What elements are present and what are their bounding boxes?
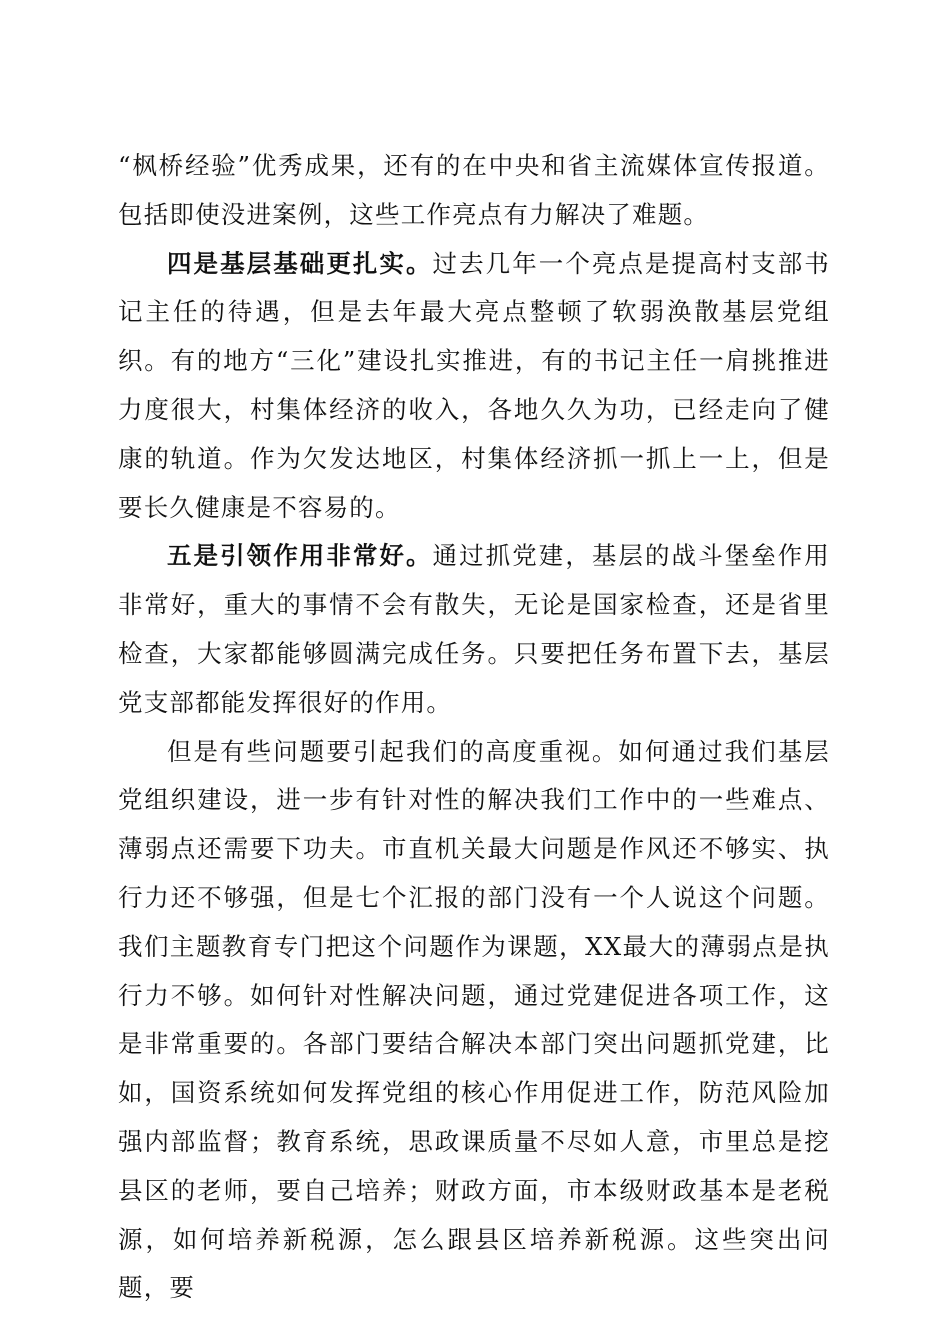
paragraph-3 bbox=[118, 532, 830, 727]
paragraph-3-lead: 五是引领作用非常好。 bbox=[167, 541, 433, 571]
paragraph-3-text: 通过抓党建，基层的战斗堡垒作用非常好，重大的事情不会有散失，无论是国家检查，还是省里检查，大家都能够圆满完成任务。只要把任务布置下去，基层党支部都能发挥很好的作用。 bbox=[118, 541, 831, 717]
paragraph-1-text: “枫桥经验”优秀成果，还有的在中央和省主流媒体宣传报道。包括即使没进案例，这些工作亮点有力解决了难题。 bbox=[118, 151, 830, 229]
paragraph-1 bbox=[118, 142, 830, 240]
paragraph-4 bbox=[118, 728, 830, 1314]
paragraph-4-text: 但是有些问题要引起我们的高度重视。如何通过我们基层党组织建设，进一步有针对性的解决我们工作中的一些难点、薄弱点还需要下功夫。市直机关最大问题是作风还不够实、执行力还不够强，但是七个汇报的部门没有一个人说这个问题。我们主题教育专门把这个问题作为课题，XX最大的薄弱点是执行力不够。如何针对性解决问题，通过党建促进各项工作，这是非常重要的。各部门要结合解决本部门突出问题抓党建，比如，国资系统如何发挥党组的核心作用促进工作，防范风险加强内部监督；教育系统，思政课质量不尽如人意，市里总是挖县区的老师，要自己培养；财政方面，市本级财政基本是老税源，如何培养新税源，怎么跟县区培养新税源。这些突出问题，要 bbox=[118, 736, 830, 1303]
paragraph-2-lead: 四是基层基础更扎实。 bbox=[167, 248, 433, 278]
document-body bbox=[118, 142, 830, 1313]
paragraph-2-text: 过去几年一个亮点是提高村支部书记主任的待遇，但是去年最大亮点整顿了软弱涣散基层党组织。有的地方“三化”建设扎实推进，有的书记主任一肩挑推进力度很大，村集体经济的收入，各地久久为功，已经走向了健康的轨道。作为欠发达地区，村集体经济抓一抓上一上，但是要长久健康是不容易的。 bbox=[118, 248, 831, 522]
paragraph-2 bbox=[118, 240, 830, 533]
